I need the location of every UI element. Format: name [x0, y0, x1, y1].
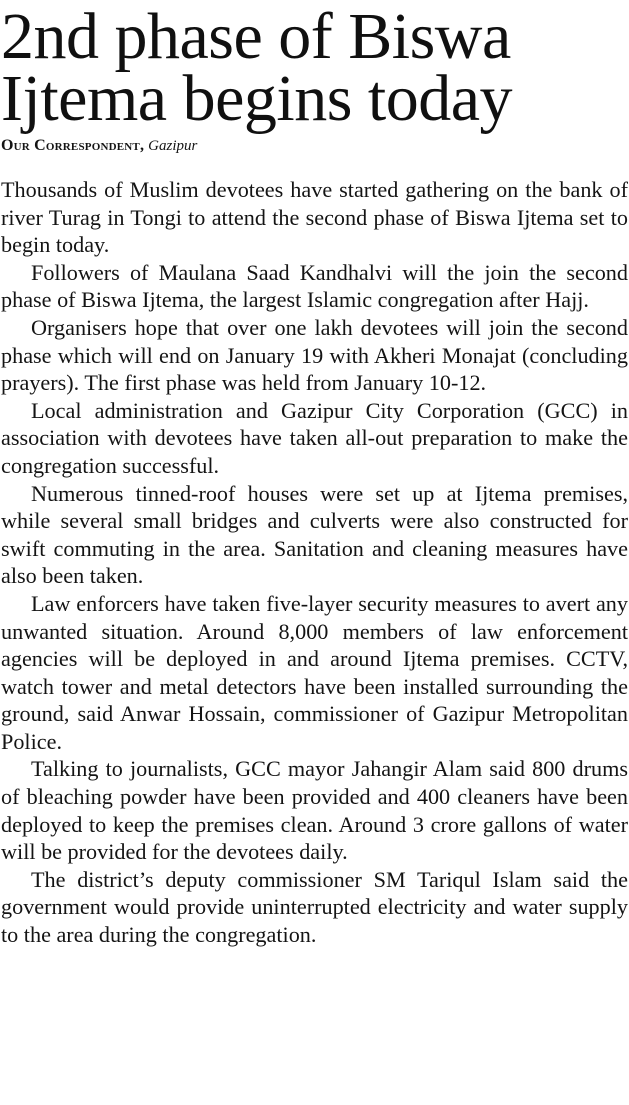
- paragraph-2: Followers of Maulana Saad Kandhalvi will the join the second phase of Biswa Ijtema, the largest Islamic congregation after Hajj.: [1, 259, 628, 313]
- paragraph-6: Law enforcers have taken five-layer security measures to avert any unwanted situation. Around 8,000 members of law enforcement agencies will be deployed in and around Ijtema premises. CCTV, watch tower and metal detectors have been installed surrounding the ground, said Anwar Hossain, commissioner of Gazipur Metropolitan Police.: [1, 590, 628, 754]
- paragraph-1: Thousands of Muslim devotees have started gathering on the bank of river Turag in Tongi to attend the second phase of Biswa Ijtema set to begin today.: [1, 177, 628, 258]
- headline-line-2: Ijtema begins today: [1, 62, 513, 135]
- byline-location: Gazipur: [148, 138, 198, 154]
- paragraph-4: Local administration and Gazipur City Corporation (GCC) in association with devotees have taken all-out preparation to make the congregation successful.: [1, 397, 628, 478]
- paragraph-8: The district’s deputy commissioner SM Tariqul Islam said the government would provide uninterrupted electricity and water supply to the area during the congregation.: [1, 866, 628, 948]
- headline-line-1: 2nd phase of Biswa: [1, 0, 511, 73]
- article-body: [1, 176, 628, 949]
- paragraph-3: Organisers hope that over one lakh devotees will join the second phase which will end on January 19 with Akheri Monajat (concluding prayers). The first phase was held from January 10-12.: [1, 314, 628, 396]
- byline-author: Our Correspondent,: [1, 137, 145, 154]
- paragraph-7: Talking to journalists, GCC mayor Jahangir Alam said 800 drums of bleaching powder have been provided and 400 cleaners have been deployed to keep the premises clean. Around 3 crore gallons of water will be provided for the devotees daily.: [1, 756, 628, 865]
- headline: [1, 0, 628, 135]
- paragraph-5: Numerous tinned-roof houses were set up at Ijtema premises, while several small bridges and culverts were also constructed for swift commuting in the area. Sanitation and cleaning measures have also been taken.: [1, 480, 628, 589]
- byline: [1, 136, 628, 156]
